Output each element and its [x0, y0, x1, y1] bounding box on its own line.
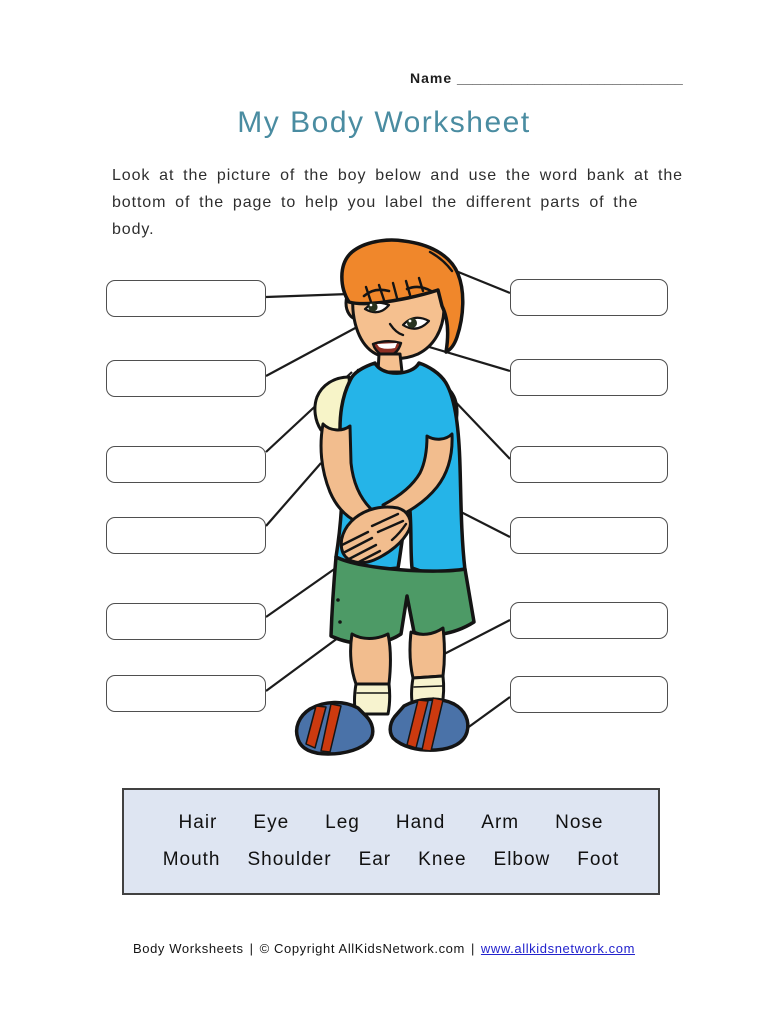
answer-box-right-5[interactable]: [510, 602, 668, 639]
footer-separator: |: [249, 941, 254, 956]
word-eye: Eye: [253, 812, 290, 833]
word-shoulder: Shoulder: [247, 849, 332, 870]
answer-box-right-6[interactable]: [510, 676, 668, 713]
answer-box-right-1[interactable]: [510, 279, 668, 316]
word-ear: Ear: [358, 849, 392, 870]
answer-box-left-2[interactable]: [106, 360, 266, 397]
word-leg: Leg: [325, 812, 360, 833]
word-hair: Hair: [178, 812, 218, 833]
name-label: Name: [410, 70, 453, 86]
page-title: My Body Worksheet: [237, 106, 531, 139]
word-mouth: Mouth: [162, 849, 221, 870]
word-foot: Foot: [577, 849, 620, 870]
answer-box-left-5[interactable]: [106, 603, 266, 640]
word-bank: [122, 788, 660, 895]
name-input-line[interactable]: _____________________________: [457, 70, 683, 86]
boy-shorts: [331, 557, 474, 644]
word-arm: Arm: [481, 812, 520, 833]
word-hand: Hand: [395, 812, 446, 833]
word-bank-row-2: [124, 849, 658, 871]
answer-box-left-6[interactable]: [106, 675, 266, 712]
answer-box-right-2[interactable]: [510, 359, 668, 396]
answer-box-right-4[interactable]: [510, 517, 668, 554]
word-knee: Knee: [418, 849, 467, 870]
answer-box-left-4[interactable]: [106, 517, 266, 554]
footer-worksheet-type: Body Worksheets: [133, 941, 244, 956]
word-bank-row-1: [124, 812, 658, 834]
word-elbow: Elbow: [493, 849, 551, 870]
word-nose: Nose: [555, 812, 604, 833]
line-left-1-to-ear: [266, 294, 349, 297]
footer: [0, 941, 768, 956]
line-left-4-to-arm: [266, 463, 321, 526]
answer-box-left-3[interactable]: [106, 446, 266, 483]
footer-copyright: © Copyright AllKidsNetwork.com: [259, 941, 465, 956]
instructions-text: Look at the picture of the boy below and use the word bank at the bottom of the page to help you label the different parts of the body.: [112, 167, 683, 238]
footer-separator: |: [470, 941, 475, 956]
footer-website-link[interactable]: www.allkidsnetwork.com: [480, 941, 635, 956]
answer-box-left-1[interactable]: [106, 280, 266, 317]
line-left-6-to-knee: [266, 632, 346, 691]
answer-box-right-3[interactable]: [510, 446, 668, 483]
boy-figure: [297, 240, 474, 754]
